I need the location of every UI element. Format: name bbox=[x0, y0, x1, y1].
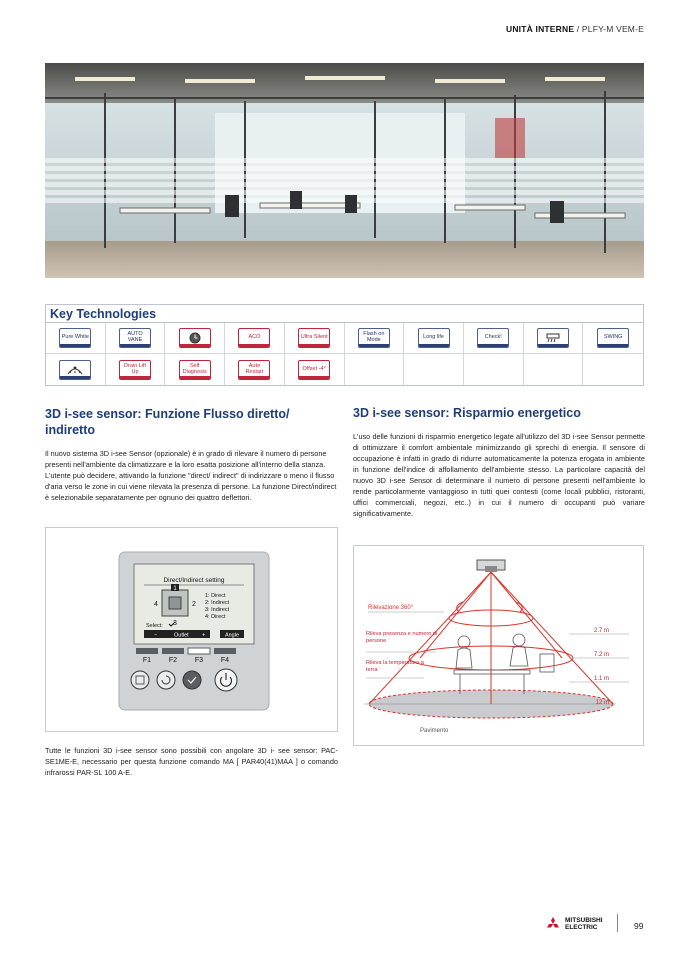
kt-cell bbox=[285, 354, 345, 385]
page-header bbox=[506, 24, 644, 34]
kt-cell-empty bbox=[345, 354, 405, 385]
kt-cell bbox=[225, 354, 285, 385]
kt-cell bbox=[285, 323, 345, 354]
i-see-sensor-icon bbox=[59, 360, 91, 380]
timer-clock-icon bbox=[179, 328, 211, 348]
check-icon bbox=[477, 328, 509, 348]
header-separator: / bbox=[574, 24, 582, 34]
airflow-grille-icon bbox=[537, 328, 569, 348]
dim-radius-2: 12 m bbox=[595, 700, 609, 706]
f4-key[interactable] bbox=[214, 648, 236, 654]
sensor-number-right: 2 bbox=[192, 601, 196, 608]
sensor-number-top: 1 bbox=[173, 586, 177, 592]
kt-cell bbox=[46, 354, 106, 385]
pure-white-icon bbox=[59, 328, 91, 348]
right-heading: 3D i-see sensor: Risparmio energetico bbox=[353, 406, 581, 420]
auto-restart-icon bbox=[238, 360, 270, 380]
brand-line-1: MITSUBISHI bbox=[565, 917, 603, 924]
kt-cell bbox=[165, 323, 225, 354]
f4-label: F4 bbox=[220, 657, 230, 664]
header-section: UNITÀ INTERNE bbox=[505, 24, 575, 34]
option-1: 1: Direct bbox=[205, 593, 226, 599]
compatibility-note: Tutte le funzioni 3D i-see sensor sono possibili con angolare 3D i- see sensor: PAC-SE1ME-E, necessario per questa funzione comando MA [ PAR40(41)MAA ] o comando infrarossi PAR-SL 100 A-E. bbox=[45, 746, 338, 777]
ultra-silent-icon bbox=[298, 328, 330, 348]
kt-label: ACO bbox=[248, 334, 261, 340]
kt-label: Ultra Silent bbox=[300, 334, 328, 340]
left-paragraph: Il nuovo sistema 3D i-see Sensor (opzionale) è in grado di rilevare il numero di persone presenti nell'ambiente da climatizzare e la loro esatta posizione all'interno della stanza. L'utente può decidere, attivando la funzione "direct/ indirect" di indirizzare o meno il flusso d'aria verso le zone in cui viene rilevata la presenza di persone. La funzione Direct/indirect è selezionabile separatamente per ognuno dei quattro deflettori. bbox=[45, 449, 337, 502]
kt-cell bbox=[524, 323, 584, 354]
kt-cell bbox=[583, 323, 643, 354]
kt-cell bbox=[106, 323, 166, 354]
mitsubishi-diamonds-icon bbox=[545, 917, 561, 931]
remote-controller-image bbox=[46, 528, 337, 731]
dim-small: 1.1 m bbox=[593, 676, 609, 682]
kt-cell bbox=[106, 354, 166, 385]
sensor-number-bottom: 3 bbox=[173, 620, 177, 627]
outlet-label: Outlet bbox=[174, 632, 189, 639]
kt-cell-empty bbox=[464, 354, 524, 385]
f3-label: F3 bbox=[194, 657, 204, 664]
key-technologies-table bbox=[45, 304, 644, 386]
angle-label: Angle bbox=[224, 632, 240, 639]
key-technologies-grid bbox=[46, 323, 643, 385]
controller-illustration bbox=[45, 527, 338, 732]
f1-label: F1 bbox=[142, 657, 152, 664]
f2-key[interactable] bbox=[162, 648, 184, 654]
kt-cell bbox=[46, 323, 106, 354]
dim-height: 2.7 m bbox=[593, 628, 609, 634]
confirm-button[interactable] bbox=[183, 671, 201, 689]
office-photo bbox=[45, 63, 644, 278]
kt-cell bbox=[165, 354, 225, 385]
kt-label: Auto Restart bbox=[245, 362, 264, 375]
office-interior-image bbox=[45, 63, 644, 278]
kt-label: Flash on Mode bbox=[363, 331, 385, 343]
kt-cell bbox=[345, 323, 405, 354]
kt-label: Self Diagnosis bbox=[182, 362, 207, 375]
i-see-sensor-diagram bbox=[353, 545, 644, 746]
kt-cell-empty bbox=[524, 354, 584, 385]
kt-label: AUTO VANE bbox=[127, 331, 143, 343]
drain-lift-up-icon bbox=[119, 360, 151, 380]
kt-label: Drain Lift Up bbox=[124, 362, 147, 375]
label-presence: Rileva presenza e numero di persone bbox=[366, 631, 438, 644]
kt-cell bbox=[404, 323, 464, 354]
f1-key[interactable] bbox=[136, 648, 158, 654]
option-2: 2: Indirect bbox=[205, 600, 230, 606]
kt-label: Offset -4° bbox=[302, 365, 326, 372]
auto-vane-icon bbox=[119, 328, 151, 348]
label-floor: Pavimento bbox=[420, 728, 449, 734]
right-paragraph: L'uso delle funzioni di risparmio energetico legate all'utilizzo del 3D i-see Sensor permette di ottimizzare il comfort ambientale minimizzando gli sprechi di energia. Il sensore di occupazione è infatti in grado di ridurre automaticamente la potenza erogata in ambiente in funzione dell'indice di affollamento dell'ambiente stesso. La particolare capacità del nuovo 3D i-see Sensor di determinare il numero di persone presenti nell'ambiente lo rende particolarmente vantaggioso in tutti quei contesti (come locali pubblici, ristoranti, uffici commerciali, negozi, etc..) in cui il numero di occupanti può variare significativamente. bbox=[353, 432, 645, 518]
f3-key[interactable] bbox=[188, 648, 210, 654]
footer-divider bbox=[617, 914, 618, 932]
brand-line-2: ELECTRIC bbox=[565, 924, 598, 931]
kt-cell bbox=[225, 323, 285, 354]
kt-label: Long life bbox=[423, 334, 444, 340]
kt-label: Check! bbox=[484, 334, 502, 340]
left-heading: 3D i-see sensor: Funzione Flusso diretto/ indiretto bbox=[45, 407, 290, 437]
swing-icon bbox=[597, 328, 629, 348]
key-technologies-title: Key Technologies bbox=[46, 305, 643, 323]
return-button[interactable] bbox=[157, 671, 175, 689]
label-rotation: Rilevazione 360° bbox=[368, 605, 414, 611]
header-model: PLFY-M VEM-E bbox=[581, 24, 644, 34]
aco-icon bbox=[238, 328, 270, 348]
long-life-icon bbox=[418, 328, 450, 348]
page-number: 99 bbox=[634, 921, 644, 931]
detection-cone-image bbox=[354, 546, 643, 745]
menu-button[interactable] bbox=[131, 671, 149, 689]
dim-radius-1: 7.2 m bbox=[593, 652, 609, 658]
option-3: 3: Indirect bbox=[205, 607, 230, 613]
kt-label: SWING bbox=[603, 334, 623, 340]
select-label: Select: bbox=[146, 623, 163, 629]
screen-title: Direct/Indirect setting bbox=[163, 577, 225, 584]
kt-cell bbox=[464, 323, 524, 354]
kt-cell-empty bbox=[583, 354, 643, 385]
offset-icon bbox=[298, 360, 330, 380]
sensor-number-left: 4 bbox=[154, 601, 158, 608]
self-diagnosis-icon bbox=[179, 360, 211, 380]
f2-label: F2 bbox=[168, 657, 178, 664]
option-4: 4: Direct bbox=[205, 614, 226, 620]
flash-mode-icon bbox=[358, 328, 390, 348]
kt-label: Pure White bbox=[61, 334, 89, 340]
brand-text bbox=[565, 917, 603, 931]
kt-cell-empty bbox=[404, 354, 464, 385]
label-temperature: Rileva la temperatura a terra bbox=[366, 660, 424, 673]
brand-logo bbox=[545, 917, 603, 931]
svg-text:−: − bbox=[154, 632, 158, 639]
svg-text:+: + bbox=[202, 632, 206, 639]
